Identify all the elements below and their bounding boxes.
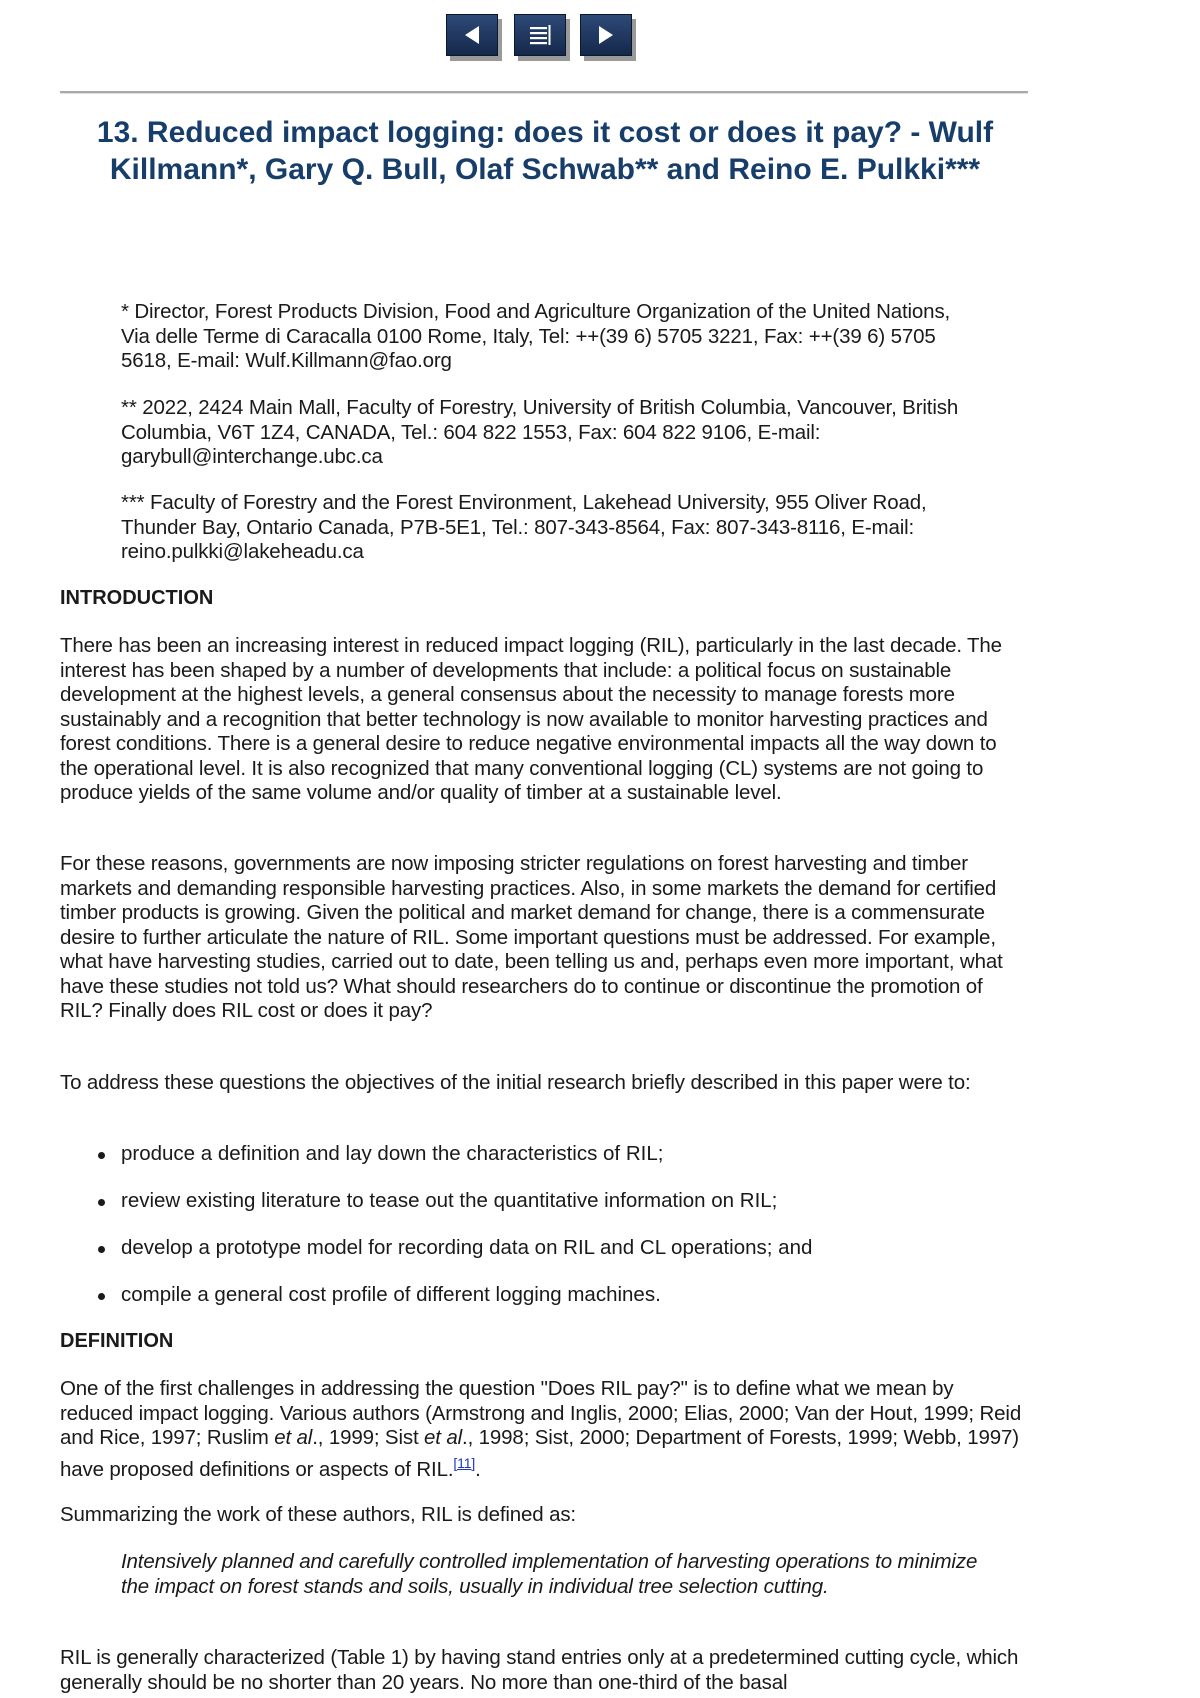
definition-heading: DEFINITION (60, 1330, 174, 1352)
footnote-ref (453, 1453, 475, 1472)
paragraph-text: ., 1998; Sist, 2000; Department of Forests, 1999; Webb, 1997) have proposed definitions or aspects of RIL. (60, 1426, 1019, 1481)
list-item (60, 1236, 1030, 1283)
footnote-link[interactable]: [11] (453, 1454, 476, 1471)
bullet-icon (98, 1246, 105, 1253)
paragraph-text: One of the first challenges in addressing the question "Does RIL pay?" is to define what we mean by reduced impact logging. Various authors (Armstrong and Inglis, 2000; Elias, 2000; Van der Hout, 1999; Reid and Rice, 1997; Ruslim (60, 1377, 1022, 1449)
list-item-text: develop a prototype model for recording data on RIL and CL operations; and (121, 1236, 813, 1259)
objectives-list (60, 1142, 1030, 1330)
list-item (60, 1283, 1030, 1330)
next-page-button[interactable] (580, 14, 632, 56)
list-item (60, 1189, 1030, 1236)
list-item-text: review existing literature to tease out the quantitative information on RIL; (121, 1189, 778, 1212)
list-item-text: produce a definition and lay down the characteristics of RIL; (121, 1142, 664, 1165)
previous-page-button[interactable] (446, 14, 498, 56)
affiliation-1: * Director, Forest Products Division, Food and Agriculture Organization of the United Nations, Via delle Terme di Caracalla 0100 Rome, Italy, Tel: ++(39 6) 5705 3221, Fax: ++(39 6) 5705 5618, E-mail: Wulf.Killmann@fao.org (121, 300, 951, 372)
definition-paragraph-2: Summarizing the work of these authors, RIL is defined as: (60, 1503, 576, 1526)
arrow-left-icon (460, 23, 484, 47)
emphasis-text: et al (424, 1426, 463, 1449)
list-item (60, 1142, 1030, 1189)
intro-paragraph-3: To address these questions the objectives of the initial research briefly described in this paper were to: (60, 1071, 971, 1094)
intro-paragraph-2: For these reasons, governments are now imposing stricter regulations on forest harvesting and timber markets and demanding responsible harvesting practices. Also, in some markets the demand for certified timber products is growing. Given the political and market demand for change, there is a commensurate desire to further articulate the nature of RIL. Some important questions must be addressed. For example, what have harvesting studies, carried out to date, been telling us and, perhaps even more important, what have these studies not told us? What should researchers do to continue or discontinue the promotion of RIL? Finally does RIL cost or does it pay? (60, 852, 1003, 1022)
list-icon (527, 23, 553, 47)
definition-quote: Intensively planned and carefully controlled implementation of harvesting operations to minimize the impact on forest stands and soils, usually in individual tree selection cutting. (121, 1550, 978, 1598)
affiliation-2: ** 2022, 2424 Main Mall, Faculty of Forestry, University of British Columbia, Vancouver, British Columbia, V6T 1Z4, CANADA, Tel.: 604 822 1553, Fax: 604 822 9106, E-mail: garybull@interchange.ubc.ca (121, 396, 959, 468)
bullet-icon (98, 1199, 105, 1206)
bullet-icon (98, 1293, 105, 1300)
arrow-right-icon (594, 23, 618, 47)
introduction-heading: INTRODUCTION (60, 587, 214, 609)
contents-button[interactable] (514, 14, 566, 56)
intro-paragraph-1: There has been an increasing interest in reduced impact logging (RIL), particularly in the last decade. The interest has been shaped by a number of developments that include: a political focus on sustainable development at the highest levels, a general consensus about the necessity to manage forests more sustainably and a recognition that better technology is now available to monitor harvesting practices and forest conditions. There is a general desire to reduce negative environmental impacts all the way down to the operational level. It is also recognized that many conventional logging (CL) systems are not going to produce yields of the same volume and/or quality of timber at a sustainable level. (60, 634, 1002, 804)
paragraph-text: ., 1999; Sist (312, 1426, 425, 1449)
page-navigation (446, 14, 646, 60)
bullet-icon (98, 1152, 105, 1159)
list-item-text: compile a general cost profile of different logging machines. (121, 1283, 661, 1306)
paragraph-text: . (475, 1457, 481, 1481)
page-title: 13. Reduced impact logging: does it cost or does it pay? - Wulf Killmann*, Gary Q. Bull, Olaf Schwab** and Reino E. Pulkki*** (96, 116, 994, 186)
horizontal-rule (60, 91, 1028, 94)
emphasis-text: et al (274, 1426, 313, 1449)
definition-paragraph-3: RIL is generally characterized (Table 1) by having stand entries only at a predetermined cutting cycle, which generally should be no shorter than 20 years. No more than one-third of the basal (60, 1646, 1019, 1694)
definition-paragraph-1 (60, 1377, 1030, 1482)
affiliation-3: *** Faculty of Forestry and the Forest Environment, Lakehead University, 955 Oliver Road, Thunder Bay, Ontario Canada, P7B-5E1, Tel.: 807-343-8564, Fax: 807-343-8116, E-mail: reino.pulkki@lakeheadu.ca (121, 491, 927, 563)
